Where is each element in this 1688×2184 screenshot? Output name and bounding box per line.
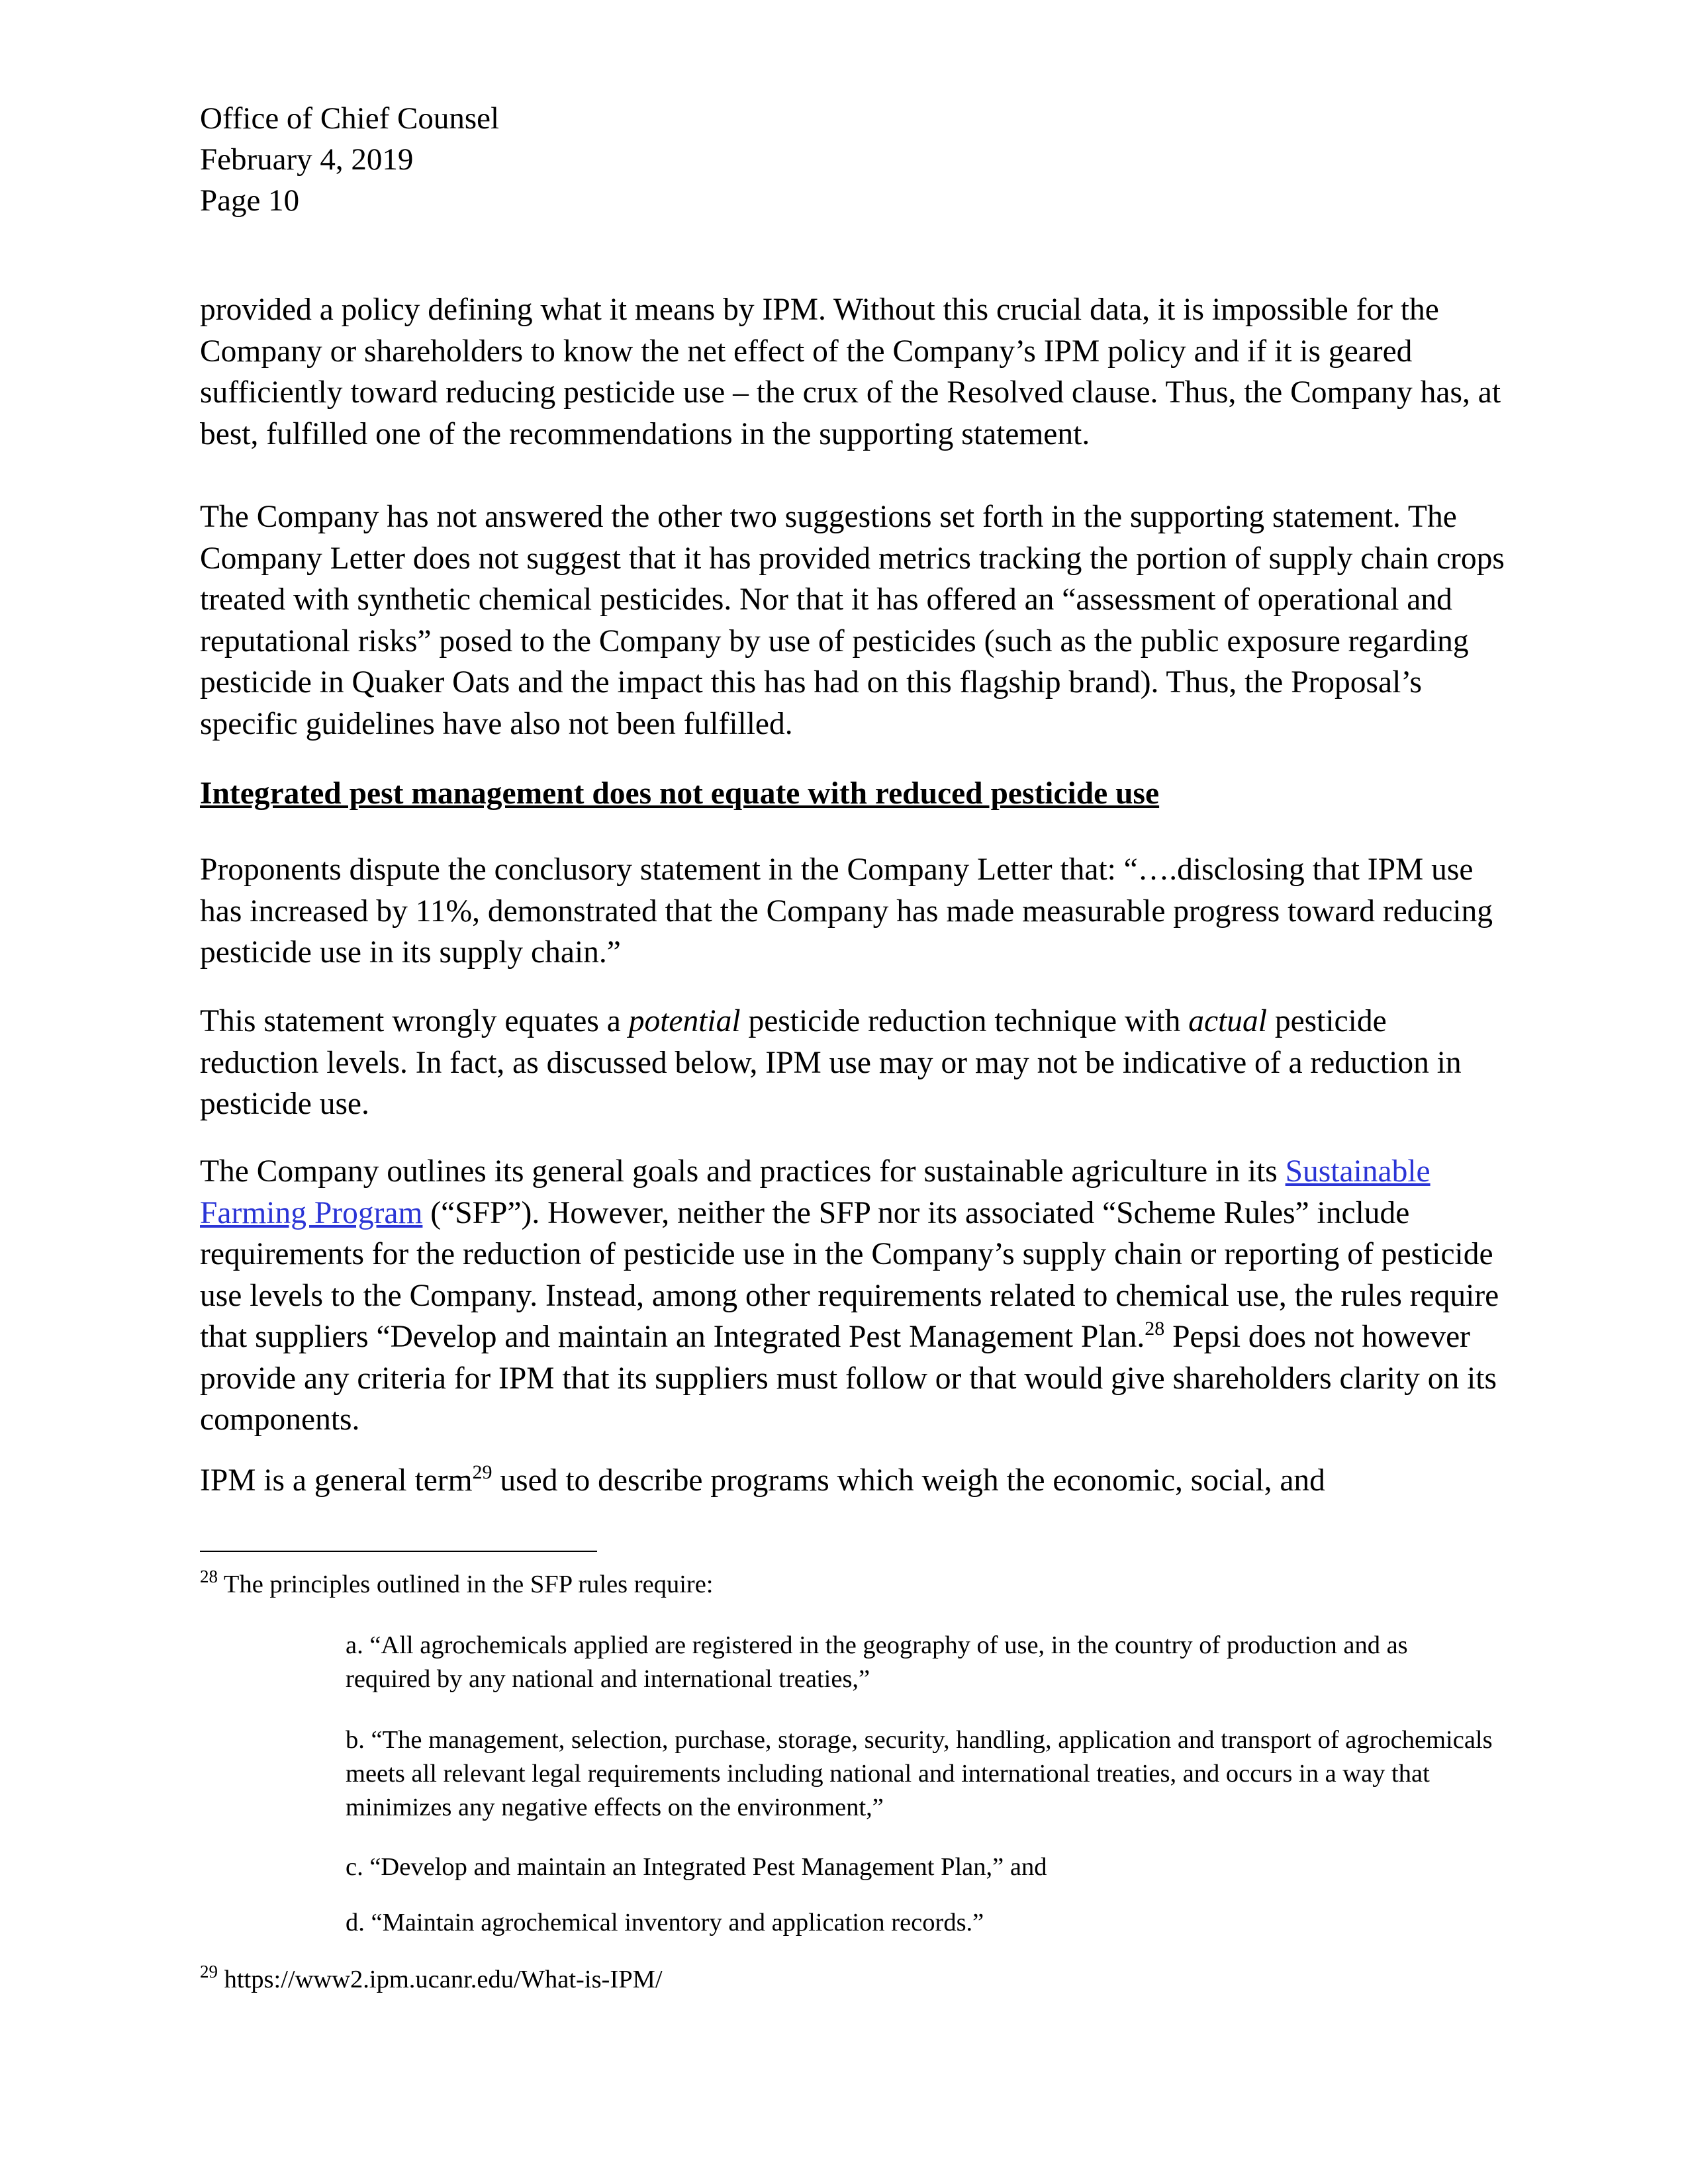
paragraph-5: The Company outlines its general goals and practices for sustainable agriculture in its Sustainable Farming Program (“SFP”). However, neither the SFP nor its associated “Scheme Rules” include requirements for the reduction of pesticide use in the Company’s supply chain or reporting of pesticide use levels to the Company. Instead, among other requirements related to chemical use, the rules require that suppliers “Develop and maintain an Integrated Pest Management Plan.$^{28}$ Pepsi does not however provide any criteria for IPM that its suppliers must follow or that would give shareholders clarity on its components. bbox=[200, 1154, 1499, 1437]
paragraph-2: The Company has not answered the other two suggestions set forth in the supporting statement. The Company Letter does not suggest that it has provided metrics tracking the portion of supply chain crops treated with synthetic chemical pesticides. Nor that it has offered an “assessment of operational and reputational risks” posed to the Company by use of pesticides (such as the public exposure regarding pesticide in Quaker Oats and the impact this has had on this flagship brand). Thus, the Proposal’s specific guidelines have also not been fulfilled. bbox=[200, 500, 1505, 741]
header-date: February 4, 2019 bbox=[200, 142, 414, 177]
footnote-28-item-a: a. “All agrochemicals applied are registered in the geography of use, in the country of production and as required by any national and international treaties,” bbox=[346, 1631, 1408, 1693]
paragraph-3: Proponents dispute the conclusory statement in the Company Letter that: “….disclosing that IPM use has increased by 11%, demonstrated that the Company has made measurable progress toward reducing pesticide use in its supply chain.” bbox=[200, 852, 1493, 970]
footnote-28: $^{28}$ The principles outlined in the SFP rules require: bbox=[200, 1567, 714, 1598]
footnote-28-item-d: d. “Maintain agrochemical inventory and application records.” bbox=[346, 1909, 984, 1936]
footnote-28-item-b: b. “The management, selection, purchase, storage, security, handling, application and transport of agrochemicals meets all relevant legal requirements including national and international treaties, and occurs in a way that minimizes any negative effects on the environment,” bbox=[346, 1726, 1493, 1821]
footnote-28-item-c: c. “Develop and maintain an Integrated Pest Management Plan,” and bbox=[346, 1853, 1047, 1881]
footnote-divider bbox=[200, 1551, 597, 1552]
footnote-ref-29[interactable]: 29 bbox=[472, 1461, 492, 1483]
footnote-ref-28[interactable]: 28 bbox=[1145, 1318, 1165, 1340]
paragraph-1: provided a policy defining what it means by IPM. Without this crucial data, it is impossible for the Company or shareholders to know the net effect of the Company’s IPM policy and if it is geared sufficiently toward reducing pesticide use – the crux of the Resolved clause. Thus, the Company has, at best, fulfilled one of the recommendations in the supporting statement. bbox=[200, 293, 1501, 451]
footnote-29 bbox=[200, 1963, 663, 1997]
sustainable-farming-program-link[interactable]: Sustainable Farming Program bbox=[200, 1154, 1430, 1230]
header-office: Office of Chief Counsel bbox=[200, 101, 500, 136]
footnote-number-29: 29 bbox=[200, 1962, 218, 1981]
section-heading: Integrated pest management does not equate with reduced pesticide use bbox=[200, 776, 1160, 811]
header-page-number: Page 10 bbox=[200, 183, 300, 218]
footnote-29-url: https://www2.ipm.ucanr.edu/What-is-IPM/ bbox=[218, 1966, 663, 1993]
footnote-number-28: 28 bbox=[200, 1567, 218, 1586]
paragraph-4: This statement wrongly equates a potential pesticide reduction technique with actual pesticide reduction levels. In fact, as discussed below, IPM use may or may not be indicative of a reduction in pesticide use. bbox=[200, 1004, 1462, 1121]
emphasis-potential: potential bbox=[628, 1004, 741, 1038]
emphasis-actual: actual bbox=[1188, 1004, 1267, 1038]
paragraph-6: IPM is a general term$^{29}$ used to describe programs which weigh the economic, social, and bbox=[200, 1461, 1325, 1498]
letter-header bbox=[200, 98, 499, 221]
